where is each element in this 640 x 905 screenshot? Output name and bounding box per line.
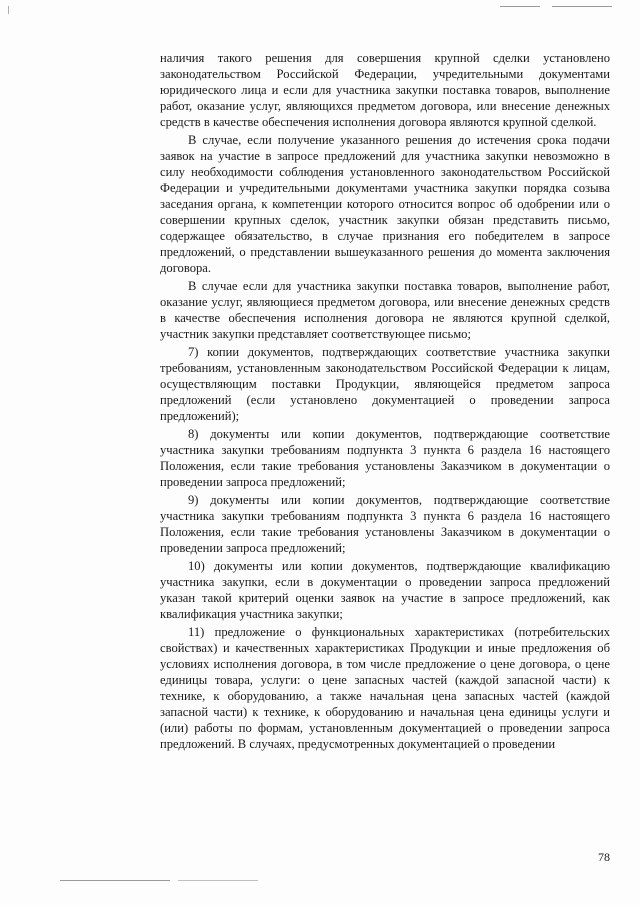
scan-artifact-top-right-2 [552, 6, 612, 7]
paragraph: наличия такого решения для совершения крупной сделки установлено законодательством Российской Федерации, учредительными документами юридического лица и если для участника закупки поставка товаров, выполнение работ, оказание услуг, являющихся предметом договора, или внесение денежных средств в качестве обеспечения исполнения договора являются крупной сделкой. [160, 51, 610, 129]
paragraph: 7) копии документов, подтверждающих соответствие участника закупки требованиям, установленным законодательством Российской Федерации к лицам, осуществляющим поставки Продукции, являющейся предметом запроса предложений (если установлено документацией о проведении запроса предложений); [160, 345, 610, 423]
scan-artifact-bottom-left-2 [178, 880, 258, 881]
scan-artifact-bottom-left [60, 880, 170, 881]
scan-artifact-top-right [500, 6, 540, 7]
paragraph: 8) документы или копии документов, подтверждающие соответствие участника закупки требованиям подпункта 3 пункта 6 раздела 16 настоящего Положения, если такие требования установлены Заказчиком в документации о проведении запроса предложений; [160, 427, 610, 489]
page-number: 78 [598, 850, 610, 864]
scan-artifact-tick [8, 6, 9, 14]
paragraph: 9) документы или копии документов, подтверждающие соответствие участника закупки требованиям подпункта 3 пункта 6 раздела 16 настоящего Положения, если такие требования установлены Заказчиком в документации о проведении запроса предложений; [160, 493, 610, 555]
paragraph: В случае если для участника закупки поставка товаров, выполнение работ, оказание услуг, являющиеся предметом договора, или внесение денежных средств в качестве обеспечения исполнения договора не являются крупной сделкой, участник закупки представляет соответствующее письмо; [160, 279, 610, 341]
paragraph: В случае, если получение указанного решения до истечения срока подачи заявок на участие в запросе предложений для участника закупки невозможно в силу необходимости соблюдения установленного законодательством Российской Федерации и учредительными документами участника закупки порядка созыва заседания органа, к компетенции которого относится вопрос об одобрении или о совершении крупных сделок, участник закупки обязан представить письмо, содержащее обязательство, в случае признания его победителем в запросе предложений, о представлении вышеуказанного решения до момента заключения договора. [160, 133, 610, 275]
paragraph: 11) предложение о функциональных характеристиках (потребительских свойствах) и качественных характеристиках Продукции и иные предложения об условиях исполнения договора, в том числе предложение о цене договора, о цене единицы товара, услуги: о цене запасных частей (каждой запасной части) к технике, к оборудованию, а также начальная цена запасных частей (каждой запасной части) к технике, к оборудованию и начальная цена единицы услуги и (или) работы по формам, установленным документацией о проведении запроса предложений. В случаях, предусмотренных документацией о проведении [160, 625, 610, 751]
document-body [160, 50, 610, 754]
paragraph: 10) документы или копии документов, подтверждающие квалификацию участника закупки, если в документации о проведении запроса предложений указан такой критерий оценки заявок на участие в запросе предложений, как квалификация участника закупки; [160, 559, 610, 621]
